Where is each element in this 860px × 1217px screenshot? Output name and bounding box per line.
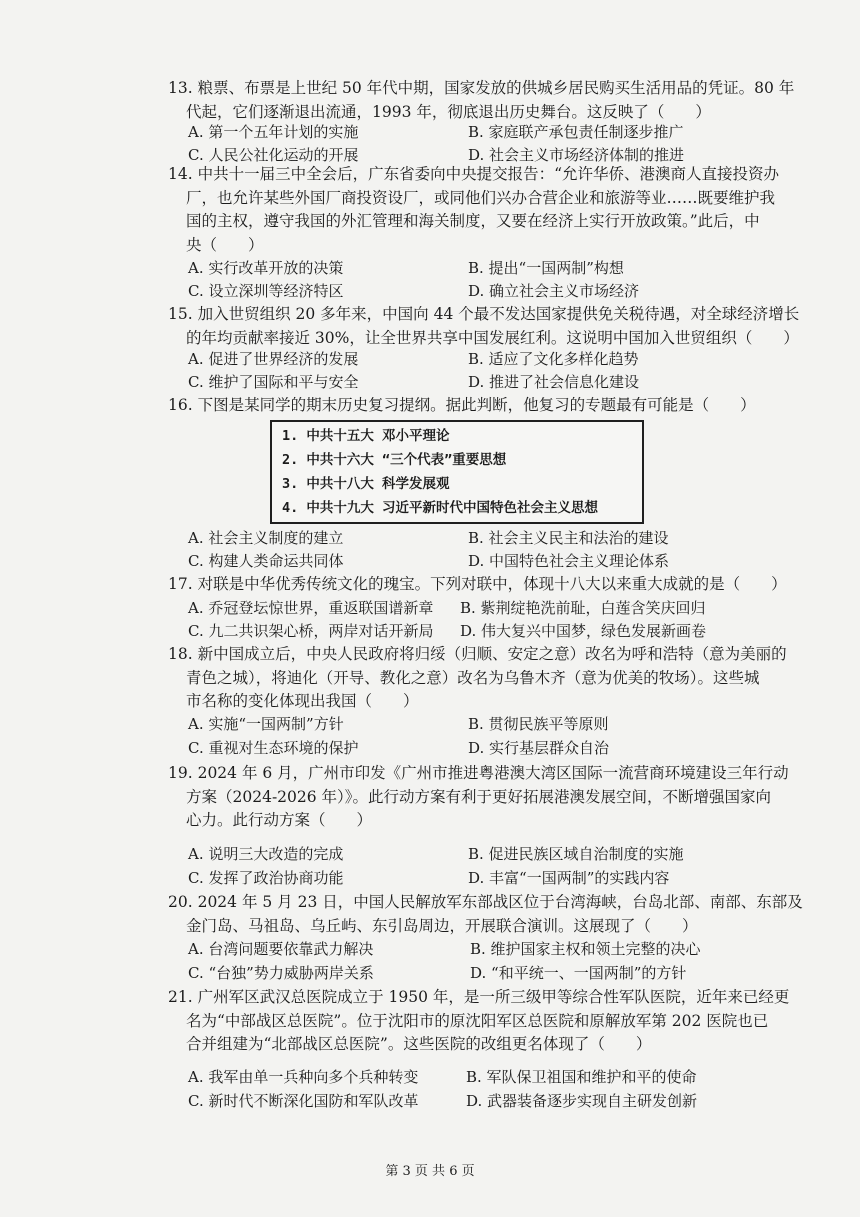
option-d: D. 中国特色社会主义理论体系 <box>468 552 670 570</box>
outline-item: 3. 中共十八大 科学发展观 <box>282 476 450 492</box>
question-text: 代起，它们逐渐退出流通，1993 年，彻底退出历史舞台。这反映了（ ） <box>186 102 711 121</box>
question-text: 20. 2024 年 5 月 23 日，中国人民解放军东部战区位于台湾海峡，台岛北部、南部、东部及 <box>168 893 803 911</box>
option-d: D. 社会主义市场经济体制的推进 <box>468 146 685 164</box>
question-text: 市名称的变化体现出我国（ ） <box>186 692 419 710</box>
question-14 <box>168 163 780 257</box>
review-outline-box <box>270 420 644 524</box>
option-d: D. 武器装备逐步实现自主研发创新 <box>466 1092 698 1110</box>
question-text: 金门岛、马祖岛、乌丘屿、东引岛周边，开展联合演训。这展现了（ ） <box>186 916 698 935</box>
option-d: D. 实行基层群众自治 <box>468 739 610 757</box>
outline-item: 1. 中共十五大 邓小平理论 <box>282 428 450 444</box>
option-d: D. 丰富“一国两制”的实践内容 <box>468 869 670 887</box>
question-text: 17. 对联是中华优秀传统文化的瑰宝。下列对联中，体现十八大以来重大成就的是（ ） <box>168 575 787 593</box>
question-text: 央（ ） <box>186 235 264 254</box>
question-text: 18. 新中国成立后，中央人民政府将归绥（归顺、安定之意）改名为呼和浩特（意为美丽的 <box>168 645 787 663</box>
option-d: D. 推进了社会信息化建设 <box>468 373 640 391</box>
option-b: B. 军队保卫祖国和维护和平的使命 <box>466 1068 697 1086</box>
option-b: B. 贯彻民族平等原则 <box>468 715 609 733</box>
option-a: A. 台湾问题要依靠武力解决 <box>188 940 374 958</box>
option-c: C. 构建人类命运共同体 <box>188 552 344 570</box>
option-a: A. 实施“一国两制”方针 <box>188 715 344 733</box>
page-number-footer: 第 3 页 共 6 页 <box>385 1164 475 1179</box>
question-18 <box>168 643 787 714</box>
question-text: 的年均贡献率接近 30%，让全世界共享中国发展红利。这说明中国加入世贸组织（ ） <box>186 328 799 347</box>
option-a: A. 促进了世界经济的发展 <box>188 350 359 368</box>
option-c: C. 发挥了政治协商功能 <box>188 869 344 887</box>
outline-item: 4. 中共十九大 习近平新时代中国特色社会主义思想 <box>282 500 599 516</box>
option-c: C. 设立深圳等经济特区 <box>188 282 344 300</box>
option-a: A. 我军由单一兵种向多个兵种转变 <box>188 1068 419 1086</box>
option-b: B. 提出“一国两制”构想 <box>468 259 624 277</box>
question-20 <box>168 891 803 938</box>
option-a: A. 第一个五年计划的实施 <box>188 123 359 141</box>
question-text: 19. 2024 年 6 月，广州市印发《广州市推进粤港澳大湾区国际一流营商环境建设三年行动 <box>168 764 789 782</box>
question-text: 青色之城），将迪化（开导、教化之意）改名为乌鲁木齐（意为优美的牧场）。这些城 <box>186 668 760 687</box>
option-c: C. 九二共识架心桥，两岸对话开新局 <box>188 622 434 640</box>
option-b: B. 社会主义民主和法治的建设 <box>468 529 669 547</box>
option-d: D. 确立社会主义市场经济 <box>468 282 640 300</box>
option-a: A. 乔冠登坛惊世界，重返联国谱新章 <box>188 599 434 617</box>
option-c: C. “台独”势力威胁两岸关系 <box>188 964 374 982</box>
outline-item: 2. 中共十六大 “三个代表”重要思想 <box>282 452 507 468</box>
question-text: 心力。此行动方案（ ） <box>186 811 373 829</box>
question-text: 15. 加入世贸组织 20 多年来，中国向 44 个最不发达国家提供免关税待遇，对全球经济增长 <box>168 305 800 323</box>
question-text: 14. 中共十一届三中全会后，广东省委向中央提交报告：“允许华侨、港澳商人直接投资办 <box>168 165 780 183</box>
option-b: B. 维护国家主权和领土完整的决心 <box>470 940 701 958</box>
option-c: C. 维护了国际和平与安全 <box>188 373 359 391</box>
question-16 <box>168 394 768 418</box>
option-a: A. 说明三大改造的完成 <box>188 845 344 863</box>
question-text: 名为“中部战区总医院”。位于沈阳市的原沈阳军区总医院和原解放军第 202 医院也已 <box>186 1011 769 1030</box>
question-text: 21. 广州军区武汉总医院成立于 1950 年，是一所三级甲等综合性军队医院，近年来已经更 <box>168 988 790 1006</box>
question-15 <box>168 303 800 350</box>
question-19 <box>168 762 789 833</box>
option-d: D. “和平统一、一国两制”的方针 <box>470 964 687 982</box>
question-text: 13. 粮票、布票是上世纪 50 年代中期，国家发放的供城乡居民购买生活用品的凭证。80 年 <box>168 79 795 97</box>
option-a: A. 实行改革开放的决策 <box>188 259 344 277</box>
option-b: B. 适应了文化多样化趋势 <box>468 350 639 368</box>
option-c: C. 新时代不断深化国防和军队改革 <box>188 1092 419 1110</box>
question-text: 厂，也允许某些外国厂商投资设厂，或同他们兴办合营企业和旅游等业……既要维护我 <box>186 188 776 207</box>
question-text: 国的主权，遵守我国的外汇管理和海关制度，又要在经济上实行开放政策。”此后，中 <box>186 212 760 230</box>
option-a: A. 社会主义制度的建立 <box>188 529 344 547</box>
option-b: B. 紫荆绽艳洗前耻，白莲含笑庆回归 <box>460 599 706 617</box>
question-21 <box>168 986 790 1057</box>
question-text: 合并组建为“北部战区总医院”。这些医院的改组更名体现了（ ） <box>186 1035 652 1053</box>
question-text: 16. 下图是某同学的期末历史复习提纲。据此判断，他复习的专题最有可能是（ ） <box>168 396 756 414</box>
option-b: B. 家庭联产承包责任制逐步推广 <box>468 123 684 141</box>
option-c: C. 人民公社化运动的开展 <box>188 146 359 164</box>
question-13 <box>168 77 795 124</box>
question-17 <box>168 573 787 597</box>
question-text: 方案（2024-2026 年）》。此行动方案有利于更好拓展港澳发展空间，不断增强国家向 <box>186 787 772 806</box>
option-b: B. 促进民族区域自治制度的实施 <box>468 845 684 863</box>
option-c: C. 重视对生态环境的保护 <box>188 739 359 757</box>
option-d: D. 伟大复兴中国梦，绿色发展新画卷 <box>460 622 707 640</box>
